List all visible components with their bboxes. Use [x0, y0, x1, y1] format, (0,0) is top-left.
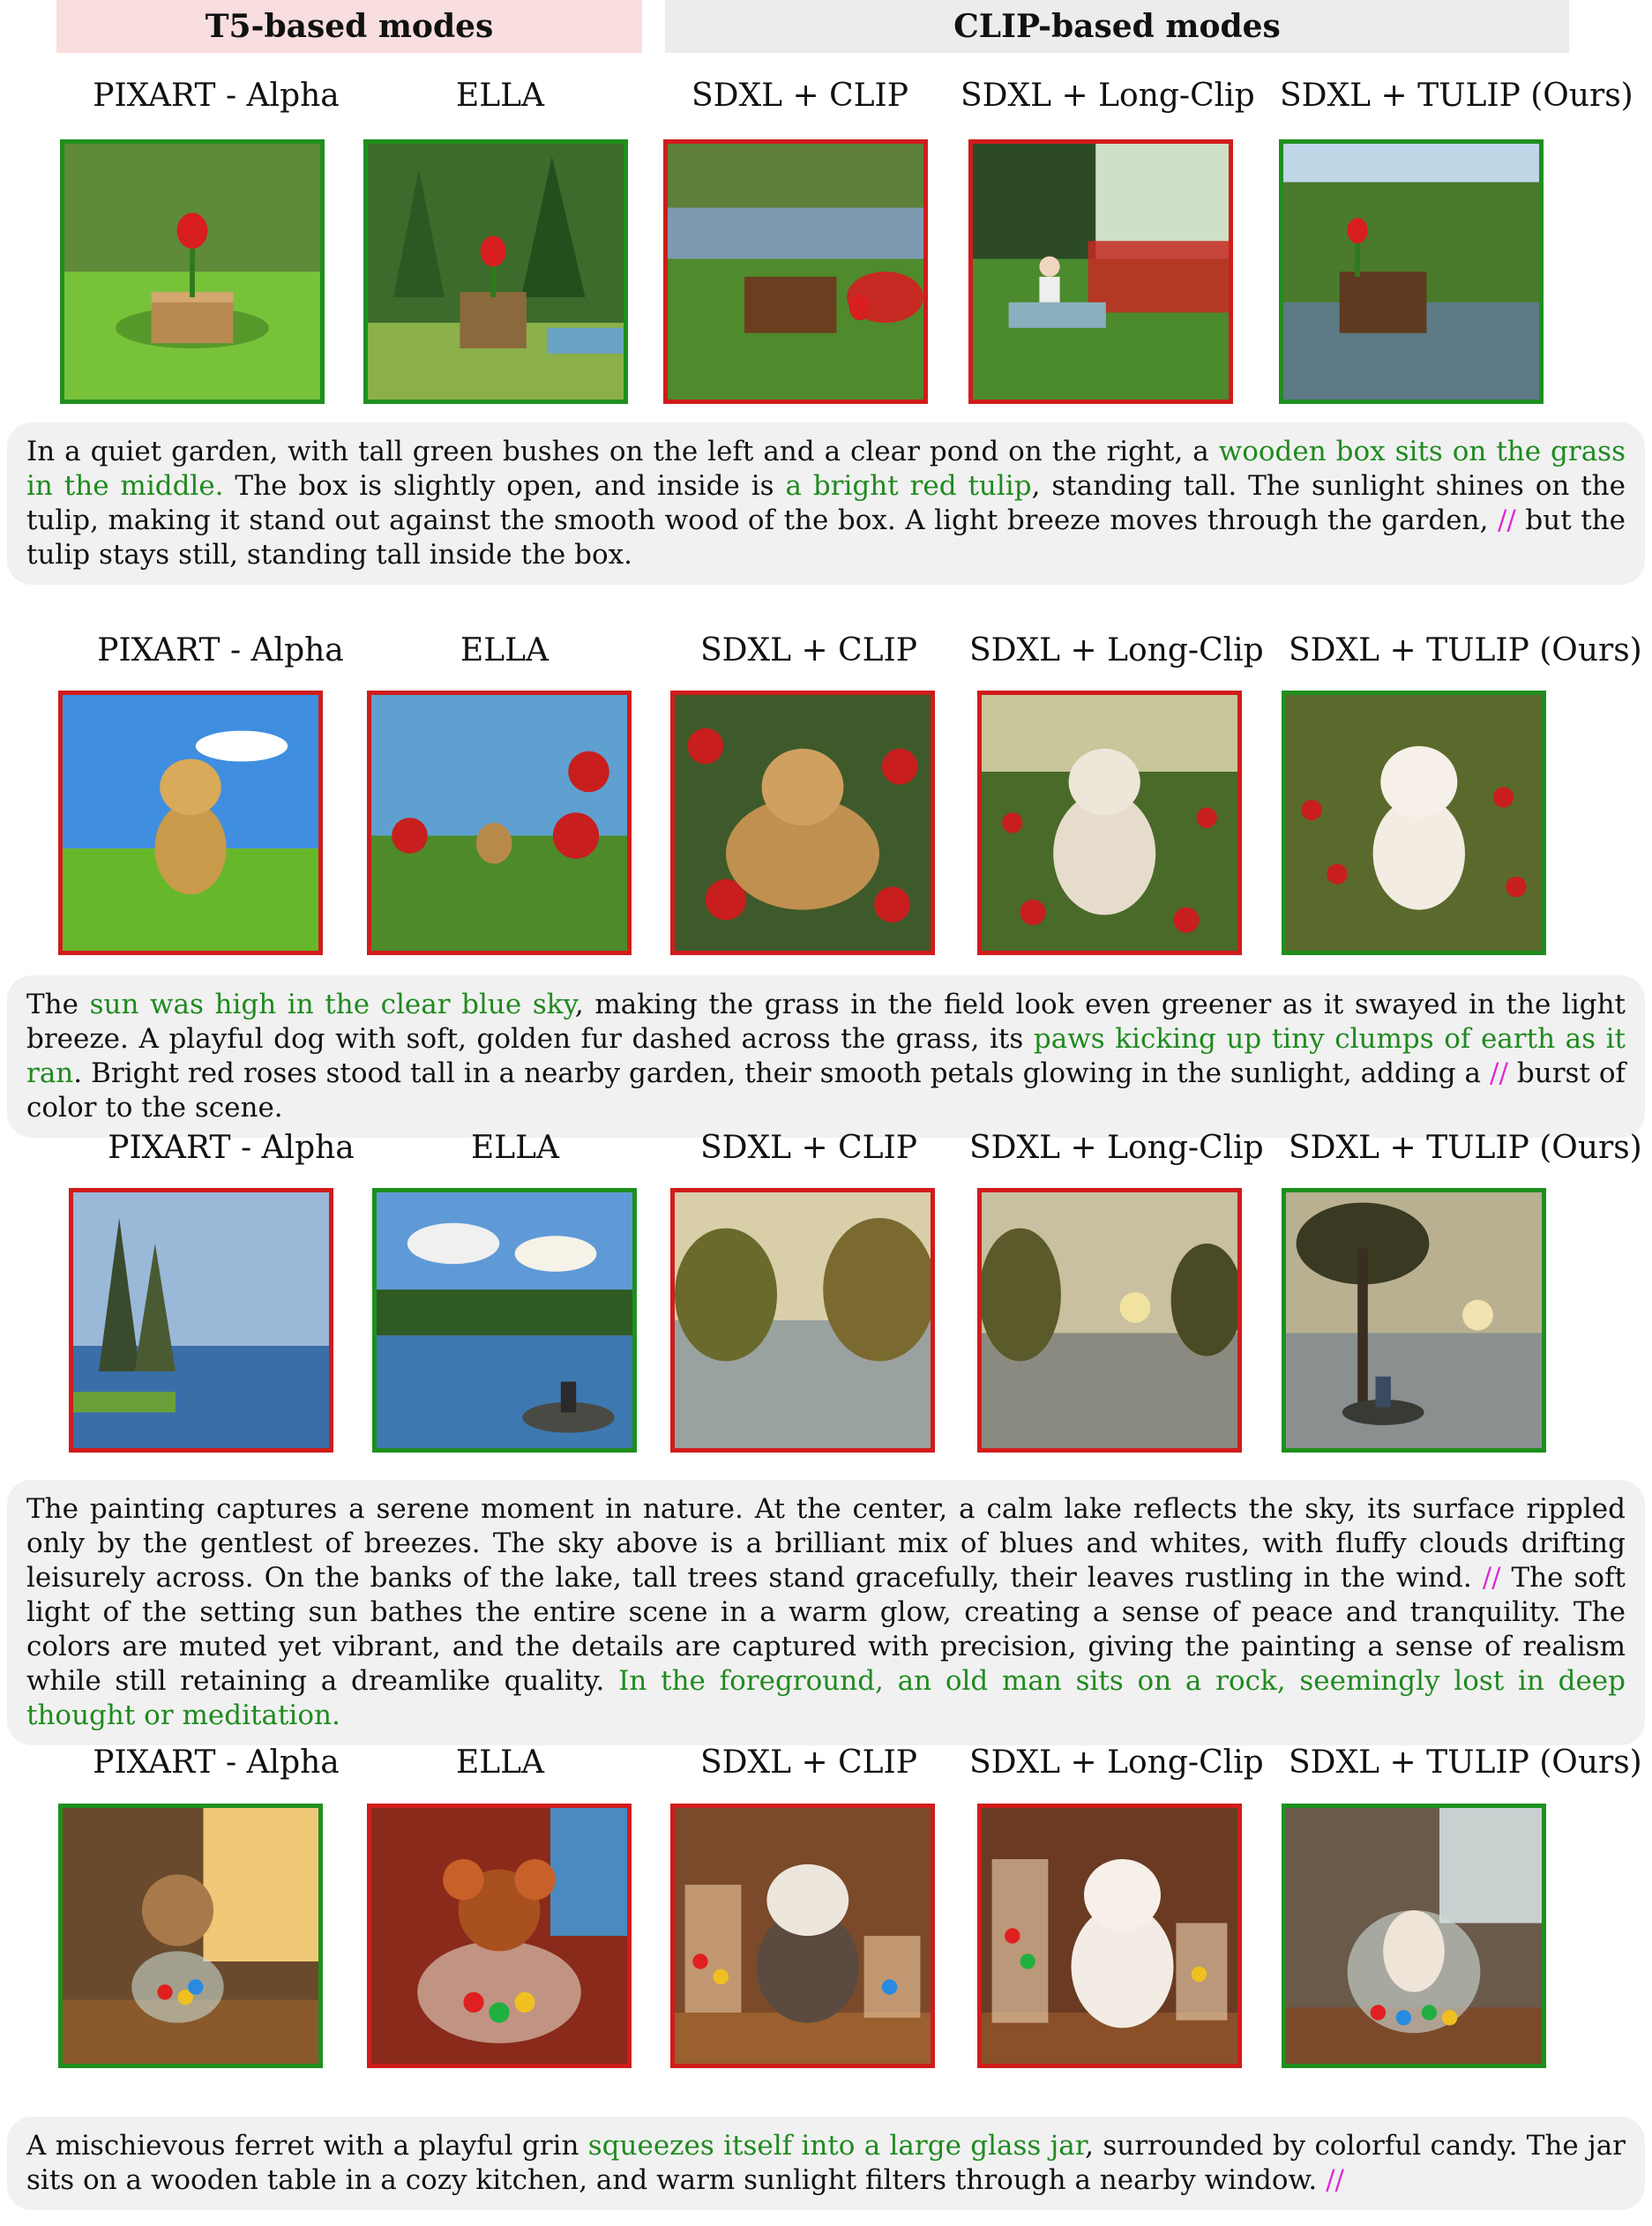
- prompt-caption: [7, 2117, 1645, 2210]
- generated-image: [1282, 1804, 1546, 2068]
- model-label: SDXL + TULIP (Ours): [1280, 78, 1633, 114]
- highlighted-phrase: sun was high in the clear blue sky: [89, 989, 575, 1020]
- caption-text: A mischievous ferret with a playful grin: [26, 2130, 588, 2162]
- highlighted-phrase: wooden box sits on the grass in the middle.: [26, 436, 1626, 502]
- generated-image: [1282, 1188, 1546, 1453]
- model-label: PIXART - Alpha: [93, 78, 340, 114]
- generated-image: [60, 139, 325, 404]
- generated-image: [58, 691, 323, 955]
- generated-image: [58, 1804, 323, 2068]
- highlighted-phrase: paws kicking up tiny clumps of earth as it ran: [26, 1023, 1626, 1089]
- model-label: SDXL + TULIP (Ours): [1289, 1130, 1642, 1166]
- generated-image: [372, 1188, 637, 1453]
- truncation-marker: //: [1497, 504, 1516, 536]
- model-label: ELLA: [455, 78, 545, 114]
- model-label: ELLA: [470, 1130, 560, 1166]
- t5-modes-header: T5-based modes: [56, 0, 642, 53]
- caption-text: The box is slightly open, and inside is: [223, 470, 786, 502]
- model-label: PIXART - Alpha: [108, 1130, 355, 1166]
- caption-text: , standing tall. The sunlight shines on the tulip, making it stand out against the smooth wood of the box. A light breeze moves through the garden,: [26, 470, 1626, 536]
- model-label: SDXL + CLIP: [699, 1744, 917, 1781]
- caption-text: but the tulip stays still, standing tall inside the box.: [26, 504, 1626, 571]
- caption-text: . Bright red roses stood tall in a nearby garden, their smooth petals glowing in the sunlight, adding a: [73, 1057, 1491, 1089]
- truncation-marker: //: [1490, 1057, 1508, 1089]
- caption-text: burst of color to the scene.: [26, 1057, 1626, 1124]
- generated-image: [670, 691, 935, 955]
- model-label: SDXL + Long-Clip: [969, 1744, 1264, 1781]
- highlighted-phrase: a bright red tulip: [785, 470, 1032, 502]
- model-label: SDXL + TULIP (Ours): [1289, 1744, 1642, 1781]
- generated-image: [977, 1804, 1242, 2068]
- caption-text: The: [26, 989, 90, 1020]
- generated-image: [363, 139, 628, 404]
- model-label: ELLA: [460, 632, 549, 669]
- truncation-marker: //: [1326, 2164, 1344, 2196]
- model-label: SDXL + Long-Clip: [969, 632, 1264, 669]
- model-label: PIXART - Alpha: [93, 1744, 340, 1781]
- generated-image: [69, 1188, 333, 1453]
- generated-image: [367, 691, 632, 955]
- truncation-marker: //: [1482, 1562, 1501, 1594]
- generated-image: [968, 139, 1233, 404]
- model-label: ELLA: [455, 1744, 545, 1781]
- highlighted-phrase: In the foreground, an old man sits on a rock, seemingly lost in deep thought or meditation.: [26, 1665, 1626, 1731]
- model-label: PIXART - Alpha: [97, 632, 344, 669]
- model-label: SDXL + CLIP: [699, 1130, 917, 1166]
- caption-text: The soft light of the setting sun bathes the entire scene in a warm glow, creating a sense of peace and tranquility. The colors are muted yet vibrant, and the details are captured with precision, giving the painting a sense of realism while still retaining a dreamlike quality.: [26, 1562, 1626, 1697]
- caption-text: The painting captures a serene moment in nature. At the center, a calm lake reflects the sky, its surface rippled only by the gentlest of breezes. The sky above is a brilliant mix of blues and whites, with fluffy clouds drifting leisurely across. On the banks of the lake, tall trees stand gracefully, their leaves rustling in the wind.: [26, 1493, 1626, 1594]
- prompt-caption: [7, 1480, 1645, 1745]
- generated-image: [663, 139, 928, 404]
- generated-image: [1279, 139, 1544, 404]
- model-label: SDXL + TULIP (Ours): [1289, 632, 1642, 669]
- model-label: SDXL + CLIP: [691, 78, 908, 114]
- prompt-caption: [7, 422, 1645, 585]
- caption-text: , surrounded by colorful candy. The jar sits on a wooden table in a cozy kitchen, and warm sunlight filters through a nearby window.: [26, 2130, 1626, 2196]
- generated-image: [670, 1188, 935, 1453]
- generated-image: [367, 1804, 632, 2068]
- clip-modes-header: CLIP-based modes: [665, 0, 1569, 53]
- generated-image: [1282, 691, 1546, 955]
- highlighted-phrase: squeezes itself into a large glass jar: [587, 2130, 1086, 2162]
- generated-image: [670, 1804, 935, 2068]
- caption-text: In a quiet garden, with tall green bushes on the left and a clear pond on the right, a: [26, 436, 1219, 467]
- model-label: SDXL + Long-Clip: [969, 1130, 1264, 1166]
- generated-image: [977, 691, 1242, 955]
- model-label: SDXL + Long-Clip: [961, 78, 1255, 114]
- caption-text: , making the grass in the field look even greener as it swayed in the light breeze. A playful dog with soft, golden fur dashed across the grass, its: [26, 989, 1626, 1055]
- generated-image: [977, 1188, 1242, 1453]
- prompt-caption: [7, 975, 1645, 1138]
- model-label: SDXL + CLIP: [699, 632, 917, 669]
